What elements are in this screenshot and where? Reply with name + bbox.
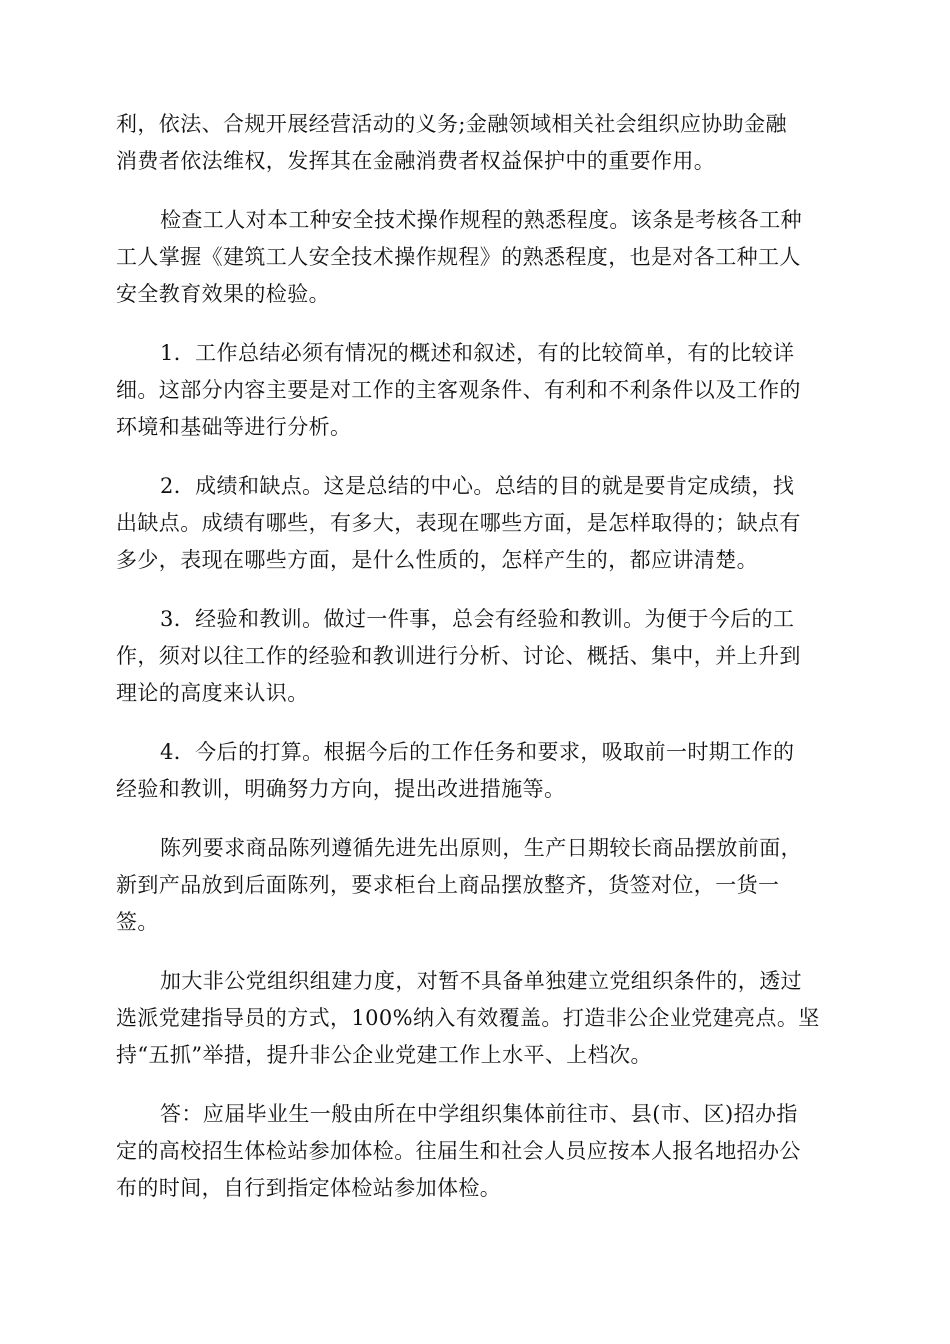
paragraph-line: 作，须对以往工作的经验和教训进行分析、讨论、概括、集中，并上升到 [116, 644, 801, 668]
paragraph-8 [116, 963, 836, 1074]
paragraph-line: 出缺点。成绩有哪些，有多大，表现在哪些方面，是怎样取得的；缺点有 [116, 511, 801, 535]
paragraph-2 [116, 202, 836, 313]
paragraph-line: 新到产品放到后面陈列，要求柜台上商品摆放整齐，货签对位，一货一 [116, 873, 780, 897]
paragraph-line: 理论的高度来认识。 [116, 681, 309, 705]
paragraph-line: 消费者依法维权，发挥其在金融消费者权益保护中的重要作用。 [116, 149, 716, 173]
paragraph-line: 1．工作总结必须有情况的概述和叙述，有的比较简单，有的比较详 [160, 341, 795, 365]
paragraph-line: 加大非公党组织组建力度，对暂不具备单独建立党组织条件的，透过 [160, 969, 802, 993]
paragraph-7 [116, 830, 836, 941]
paragraph-line: 2．成绩和缺点。这是总结的中心。总结的目的就是要肯定成绩，找 [160, 474, 795, 498]
paragraph-line: 安全教育效果的检验。 [116, 282, 330, 306]
paragraph-line: 经验和教训，明确努力方向，提出改进措施等。 [116, 777, 566, 801]
paragraph-line: 多少，表现在哪些方面，是什么性质的，怎样产生的，都应讲清楚。 [116, 548, 758, 572]
paragraph-line: 选派党建指导员的方式，100%纳入有效覆盖。打造非公企业党建亮点。坚 [116, 1006, 820, 1030]
paragraph-5 [116, 601, 836, 712]
paragraph-line: 布的时间，自行到指定体检站参加体检。 [116, 1176, 502, 1200]
paragraph-line: 答：应届毕业生一般由所在中学组织集体前往市、县(市、区)招办指 [160, 1102, 798, 1126]
document-body [116, 106, 836, 1229]
paragraph-line: 陈列要求商品陈列遵循先进先出原则，生产日期较长商品摆放前面， [160, 836, 802, 860]
paragraph-3 [116, 335, 836, 446]
paragraph-line: 签。 [116, 910, 159, 934]
paragraph-line: 4．今后的打算。根据今后的工作任务和要求，吸取前一时期工作的 [160, 740, 795, 764]
paragraph-line: 利，依法、合规开展经营活动的义务;金融领域相关社会组织应协助金融 [116, 112, 787, 136]
paragraph-line: 工人掌握《建筑工人安全技术操作规程》的熟悉程度，也是对各工种工人 [116, 245, 801, 269]
paragraph-4 [116, 468, 836, 579]
paragraph-line: 3．经验和教训。做过一件事，总会有经验和教训。为便于今后的工 [160, 607, 795, 631]
paragraph-line: 细。这部分内容主要是对工作的主客观条件、有利和不利条件以及工作的 [116, 378, 801, 402]
paragraph-9 [116, 1096, 836, 1207]
paragraph-line: 环境和基础等进行分析。 [116, 415, 352, 439]
paragraph-line: 检查工人对本工种安全技术操作规程的熟悉程度。该条是考核各工种 [160, 208, 802, 232]
paragraph-line: 持“五抓”举措，提升非公企业党建工作上水平、上档次。 [116, 1043, 652, 1067]
paragraph-6 [116, 734, 836, 808]
paragraph-line: 定的高校招生体检站参加体检。往届生和社会人员应按本人报名地招办公 [116, 1139, 801, 1163]
paragraph-1 [116, 106, 836, 180]
